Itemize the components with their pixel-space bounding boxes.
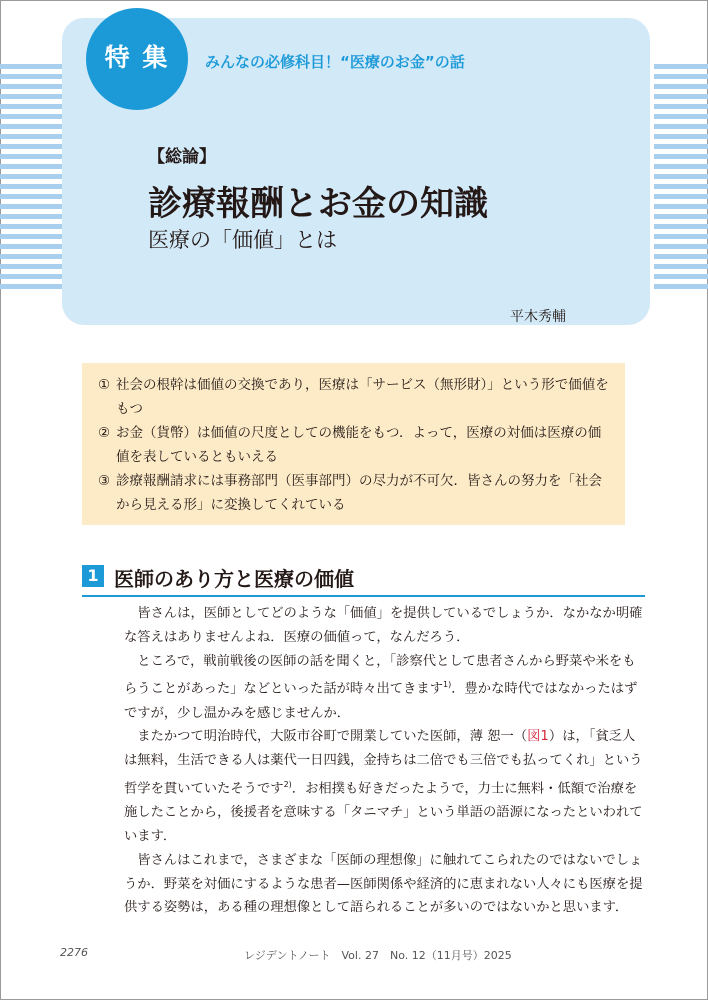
- paragraph-text: ところで，戦前戦後の医師の話を聞くと，「診察代として患者さんから野菜や米をもらうことがあった」などといった話が時々出てきます: [124, 653, 636, 697]
- paragraph: 皆さんはこれまで，さまざまな「医師の理想像」に触れてこられたのではないでしょうか．野菜を対価にするような患者—医師関係や経済的に恵まれない人々にも医療を提供する姿勢は，ある種の理想像として語られることが多いのではないかと思います．: [124, 852, 643, 916]
- citation-marker: 1): [443, 680, 452, 690]
- key-point-number: ②: [98, 425, 111, 441]
- key-point: [98, 373, 611, 421]
- author-name: 平木秀輔: [510, 309, 566, 325]
- section-heading: [82, 565, 645, 597]
- title-panel: [62, 18, 650, 325]
- paragraph-text: ）は，「貧乏人は無料，生活できる人は薬代一日四銭，金持ちは二倍でも三倍でも払ってくれ」という哲学を貫いていたそうです: [124, 729, 643, 797]
- article-title: 診療報酬とお金の知識: [148, 184, 488, 224]
- paragraph-text: ．お相撲も好きだったようで，力士に無料・低額で治療を施したことから，後援者を意味する「タニマチ」という単語の語源になったといわれています．: [124, 781, 643, 845]
- section-number: 1: [82, 565, 104, 587]
- journal-info: レジデントノート Vol. 27 No. 12（11月号）2025: [244, 949, 512, 962]
- paragraph: [124, 650, 647, 726]
- citation-marker: 2): [283, 780, 292, 789]
- right-decorative-stripes: [654, 64, 708, 296]
- key-points-box: [82, 363, 625, 525]
- article-subtitle: 医療の「価値」とは: [148, 228, 337, 252]
- paragraph-text: またかつて明治時代，大阪市谷町で開業していた医師，薄 恕一（: [137, 729, 528, 745]
- key-point: [98, 469, 611, 517]
- key-point-text: お金（貨幣）は価値の尺度としての機能をもつ．よって，医療の対価は医療の価値を表しているともいえる: [116, 425, 602, 465]
- key-point: [98, 421, 611, 469]
- feature-badge: 特 集: [86, 8, 188, 110]
- key-point-text: 社会の根幹は価値の交換であり，医療は「サービス（無形財）」という形で価値をもつ: [116, 377, 609, 417]
- section-title: 医師のあり方と医療の価値: [114, 567, 354, 591]
- key-point-text: 診療報酬請求には事務部門（医事部門）の尽力が不可欠．皆さんの努力を「社会から見える形」に変換してくれている: [116, 473, 602, 513]
- left-decorative-stripes: [0, 64, 66, 296]
- key-point-number: ③: [98, 473, 111, 489]
- paragraph-text: ．豊かな時代ではなかったはずですが，少し温かみを感じませんか．: [124, 681, 638, 721]
- series-title: みんなの必修科目！“医療のお金”の話: [205, 53, 465, 71]
- paragraph: [124, 725, 647, 848]
- paragraph: 皆さんは，医師としてどのような「価値」を提供しているでしょうか．なかなか明確な答えはありませんよね．医療の価値って，なんだろう．: [124, 606, 643, 645]
- page-number: 2276: [60, 946, 88, 959]
- figure-reference-link[interactable]: 図1: [527, 729, 549, 745]
- article-category: 【総論】: [148, 147, 216, 167]
- article-body: [124, 602, 647, 920]
- key-point-number: ①: [98, 377, 111, 393]
